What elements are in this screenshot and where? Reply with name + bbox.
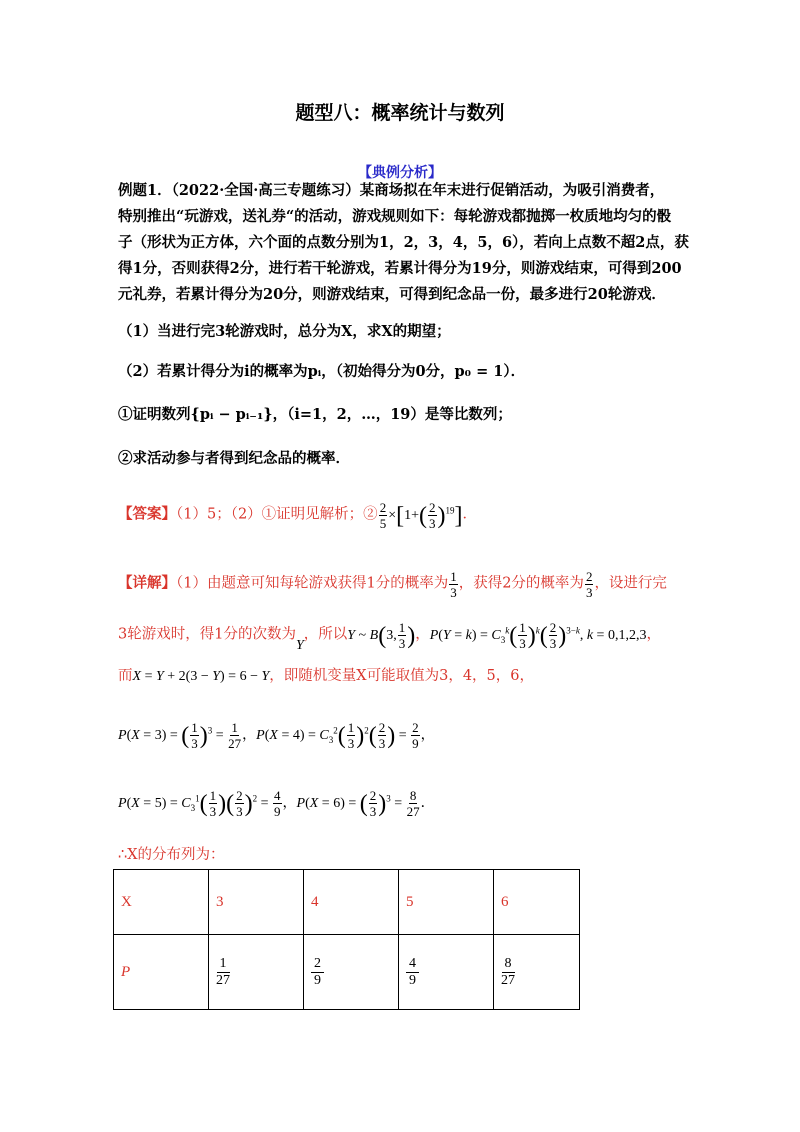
problem-line-2: 特别推出“玩游戏，送礼券“的活动，游戏规则如下：每轮游戏都抛掷一枚质地均匀的骰 <box>118 208 672 225</box>
answer-line: 【答案】（1）5；（2）①证明见解析；② $\frac{2}{5}$ ×[1+( $\frac{2}{3}$ )$^{19}$]． <box>118 499 477 531</box>
table-row <box>114 935 580 1010</box>
question-2a: ①证明数列{pᵢ − pᵢ₋₁}，（i=1，2，…，19）是等比数列； <box>118 406 512 423</box>
problem-line-5: 元礼券，若累计得分为20分，则游戏结束，可得到纪念品一份，最多进行20轮游戏． <box>118 286 666 303</box>
question-1: （1）当进行完3轮游戏时，总分为X，求X的期望； <box>118 323 451 340</box>
table-row <box>114 870 580 935</box>
answer-text: （1）5；（2）①证明见解析；② <box>176 506 378 523</box>
table-cell: $\frac{1}{27}$ <box>209 935 304 1010</box>
detail-tag: 【详解】 <box>118 574 176 592</box>
detail-line-2: 3轮游戏时，得1分的次数为Y，所以Y ~ B(3, $\frac{1}{3}$ )，$P(Y = k) = C_3^k$( $\frac{1}{3}$ )$^k$( $\frac{2}{3}$ )$^{3-k}$, k = 0,1,2,3， <box>118 619 661 653</box>
table-cell: $\frac{8}{27}$ <box>494 935 580 1010</box>
prob-eq-1: P(X = 3) = ( $\frac{1}{3}$ )$^3$ = $\frac{1}{27}$ ，$P(X = 4) = C_3^2$( $\frac{1}{3}$ )$^2$( $\frac{2}{3}$ ) = $\frac{2}{9}$ ， <box>118 719 435 751</box>
distribution-table <box>113 869 580 1010</box>
page-title: 题型八：概率统计与数列 <box>295 102 505 124</box>
question-2b: ②求活动参与者得到纪念品的概率． <box>118 450 350 467</box>
table-cell: $\frac{2}{9}$ <box>304 935 399 1010</box>
table-cell: 4 <box>304 870 399 935</box>
problem-line-3: 子（形状为正方体，六个面的点数分别为1，2，3，4，5，6），若向上点数不超2点，获 <box>118 234 689 251</box>
detail-line-1: 【详解】（1）由题意可知每轮游戏获得1分的概率为 $\frac{1}{3}$ ，获得2分的概率为 $\frac{2}{3}$ ，设进行完 <box>118 569 667 600</box>
detail-line-3: 而X = Y + 2(3 − Y) = 6 − Y，即随机变量X可能取值为3，4，5，6， <box>118 668 534 684</box>
table-cell: 3 <box>209 870 304 935</box>
table-cell: 5 <box>399 870 494 935</box>
table-cell: 6 <box>494 870 580 935</box>
question-2: （2）若累计得分为i的概率为pᵢ，（初始得分为0分，p₀ = 1）． <box>118 363 526 380</box>
problem-line-1: 例题1．（2022·全国·高三专题练习）某商场拟在年末进行促销活动，为吸引消费者， <box>118 182 665 199</box>
answer-tag: 【答案】 <box>118 505 176 523</box>
section-heading: 【典例分析】 <box>358 165 442 181</box>
problem-line-4: 得1分，否则获得2分，进行若干轮游戏，若累计得分为19分，则游戏结束，可得到200 <box>118 260 682 277</box>
answer-formula: $\frac{2}{5}$ ×[1+( $\frac{2}{3}$ )$^{19}$] <box>379 499 463 531</box>
table-cell: X <box>114 870 209 935</box>
prob-eq-2: $P(X = 5) = C_3^1$( $\frac{1}{3}$ )( $\frac{2}{3}$ )$^2$ = $\frac{4}{9}$ ，P(X = 6) = ( $\frac{2}{3}$ )$^3$ = $\frac{8}{27}$ ． <box>118 787 435 819</box>
table-cell: P <box>114 935 209 1010</box>
table-cell: $\frac{4}{9}$ <box>399 935 494 1010</box>
distribution-intro: ∴X的分布列为： <box>118 847 225 863</box>
